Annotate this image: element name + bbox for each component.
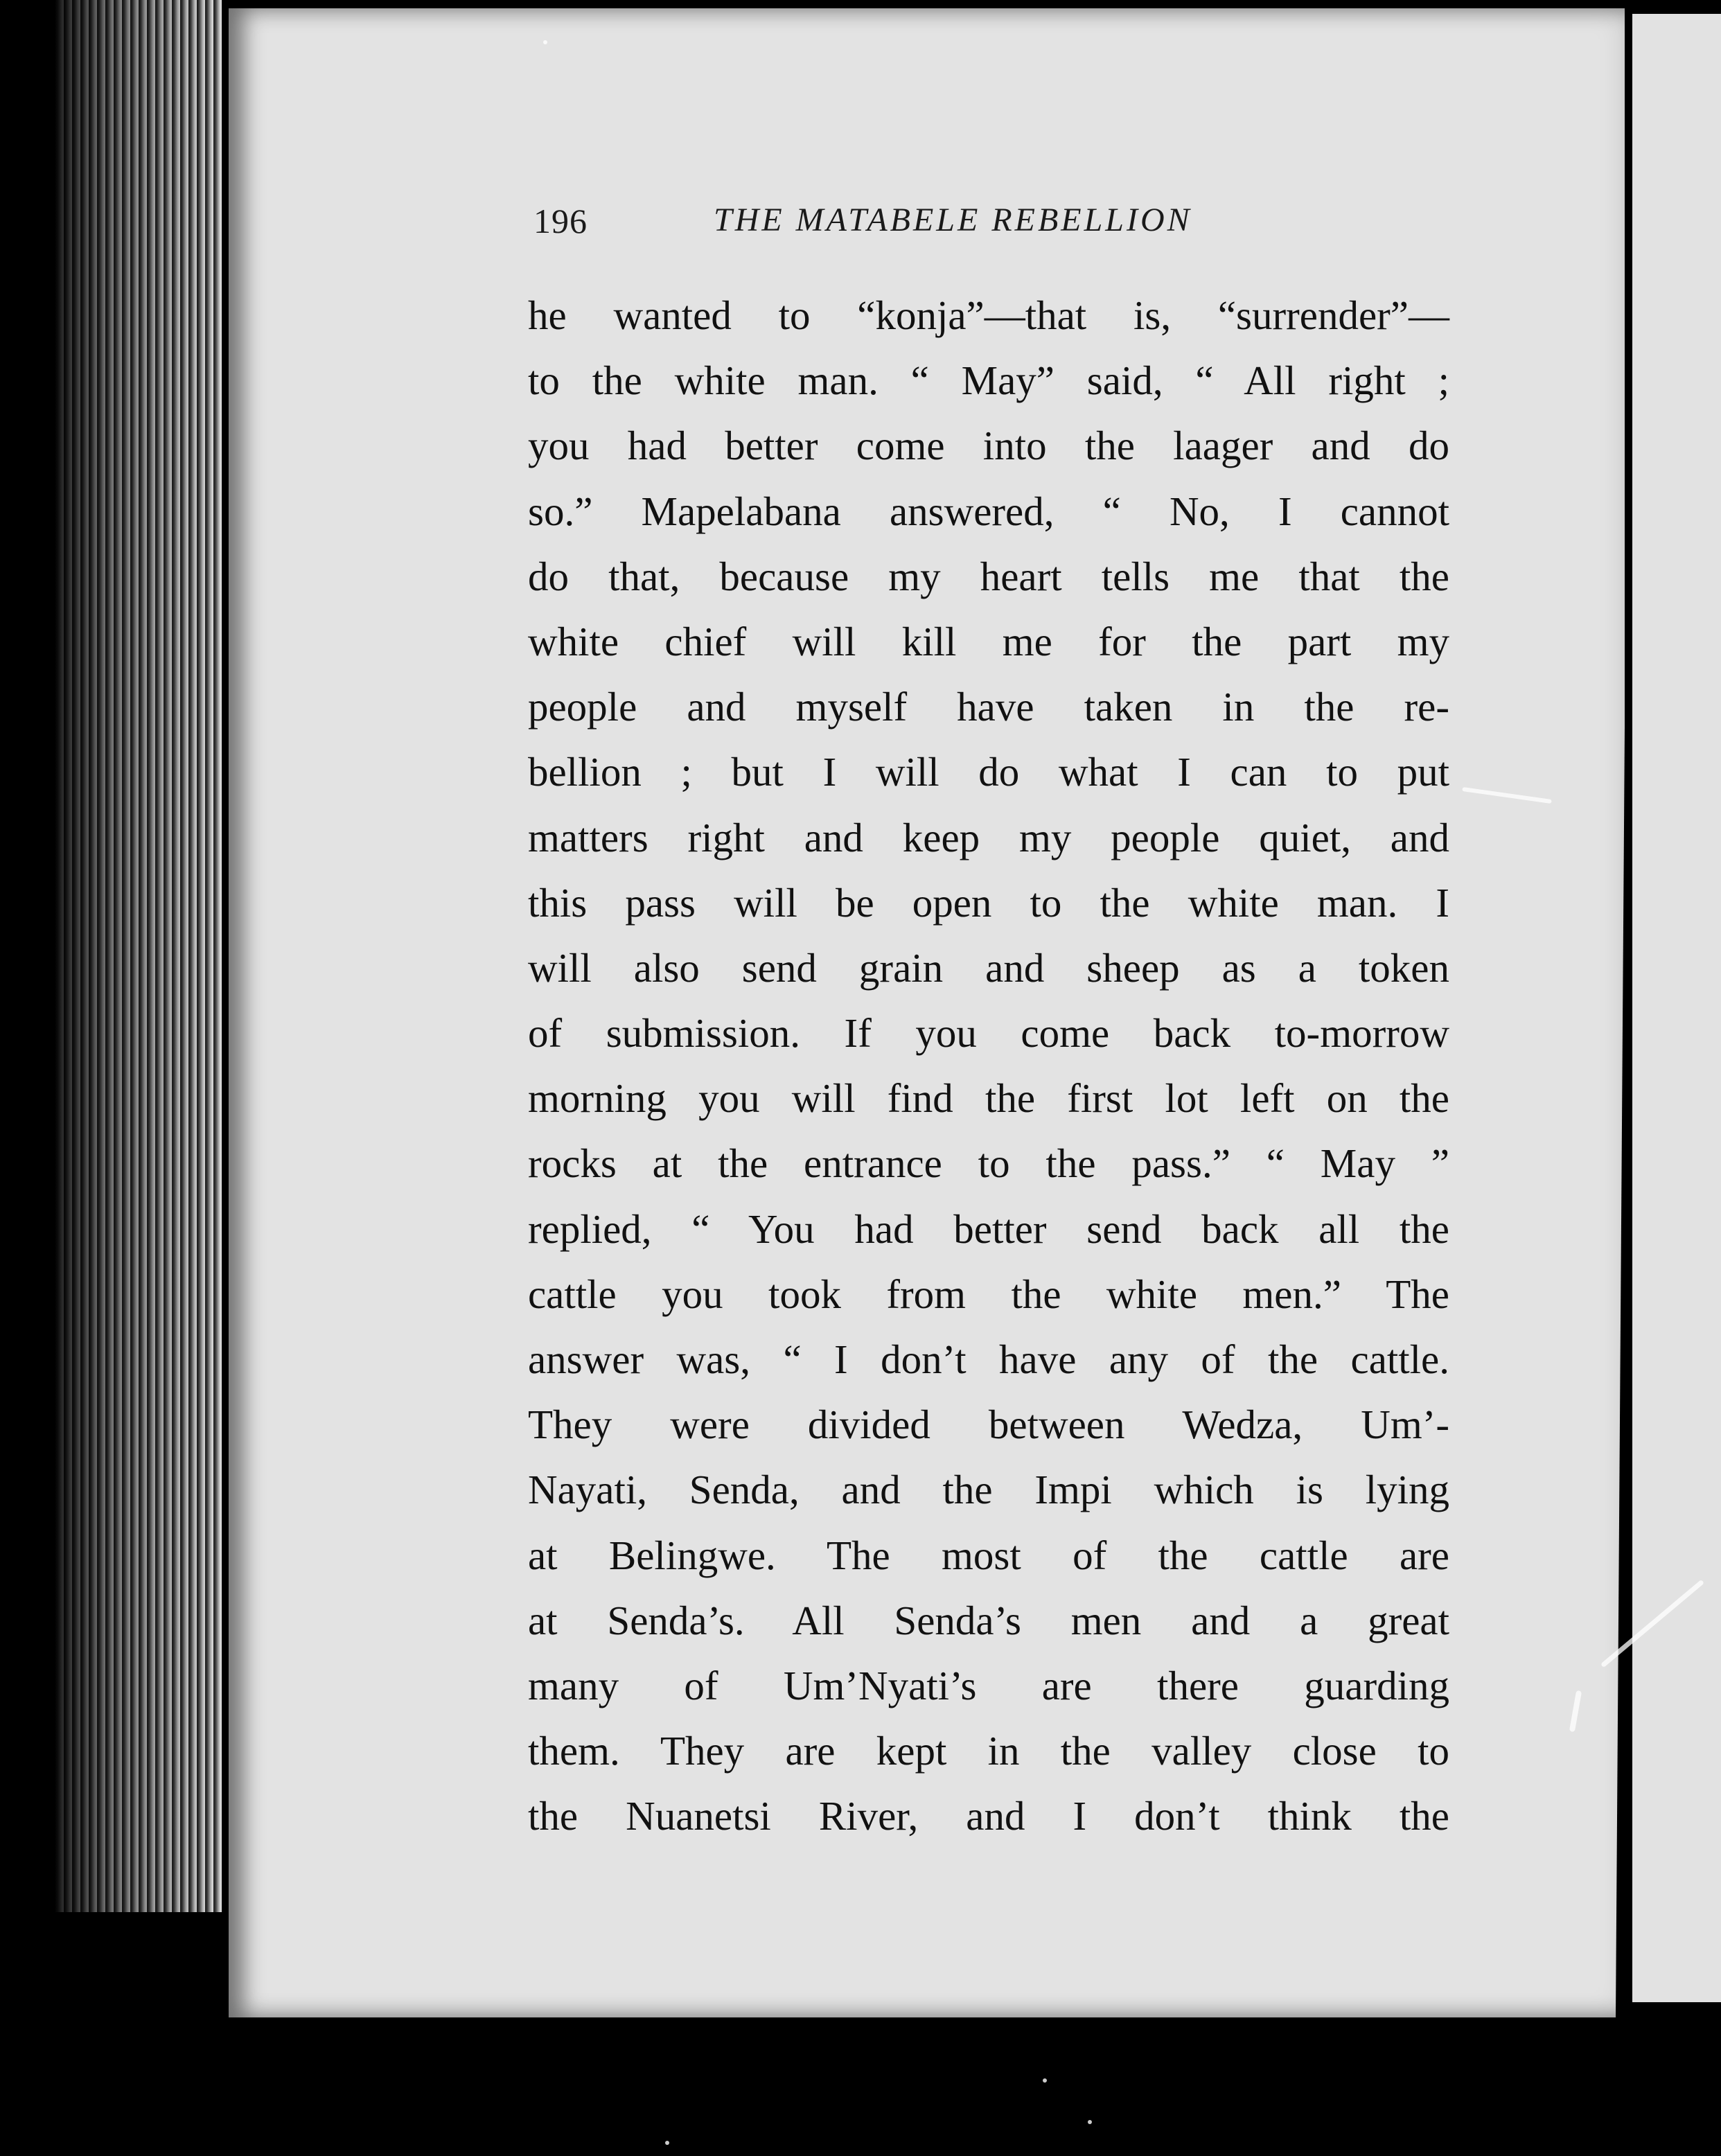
page-number: 196 [533, 202, 588, 240]
text-line: answer was, “ I don’t have any of the cattle. [528, 1336, 1449, 1382]
scan-dust [1088, 2120, 1092, 2124]
text-line: of submission. If you come back to-morrow [528, 1010, 1449, 1057]
text-line: at Senda’s. All Senda’s men and a great [528, 1597, 1449, 1643]
text-line: white chief will kill me for the part my [528, 618, 1449, 664]
facing-page-edge [1632, 14, 1721, 2002]
text-line: he wanted to “konja”—that is, “surrender”— [528, 292, 1449, 338]
text-line: you had better come into the laager and do [528, 423, 1449, 469]
text-line: morning you will find the first lot left on the [528, 1075, 1449, 1122]
running-head [533, 201, 1303, 249]
text-line: to the white man. “ May” said, “ All right ; [528, 357, 1449, 404]
text-line: rocks at the entrance to the pass.” “ May ” [528, 1140, 1449, 1187]
text-line: bellion ; but I will do what I can to put [528, 749, 1449, 795]
text-line: so.” Mapelabana answered, “ No, I cannot [528, 488, 1449, 534]
text-line: people and myself have taken in the re- [528, 684, 1449, 730]
text-line: many of Um’Nyati’s are there guarding [528, 1662, 1449, 1708]
text-line: at Belingwe. The most of the cattle are [528, 1532, 1449, 1578]
text-line: replied, “ You had better send back all the [528, 1205, 1449, 1252]
body-text [528, 283, 1449, 1849]
scan-dust [665, 2141, 669, 2145]
text-line: them. They are kept in the valley close to [528, 1728, 1449, 1774]
book-title: THE MATABELE REBELLION [714, 202, 1192, 238]
text-line: the Nuanetsi River, and I don’t think the [528, 1793, 1449, 1839]
text-line: matters right and keep my people quiet, and [528, 814, 1449, 860]
text-line: Nayati, Senda, and the Impi which is lying [528, 1467, 1449, 1513]
text-line: do that, because my heart tells me that the [528, 553, 1449, 599]
text-line: cattle you took from the white men.” The [528, 1271, 1449, 1317]
scan-dust [1043, 2078, 1047, 2083]
text-line: They were divided between Wedza, Um’- [528, 1402, 1449, 1448]
scan-dust [543, 40, 547, 44]
book-spine-shadow [55, 0, 222, 1912]
text-line: will also send grain and sheep as a token [528, 944, 1449, 991]
text-line: this pass will be open to the white man. I [528, 879, 1449, 926]
